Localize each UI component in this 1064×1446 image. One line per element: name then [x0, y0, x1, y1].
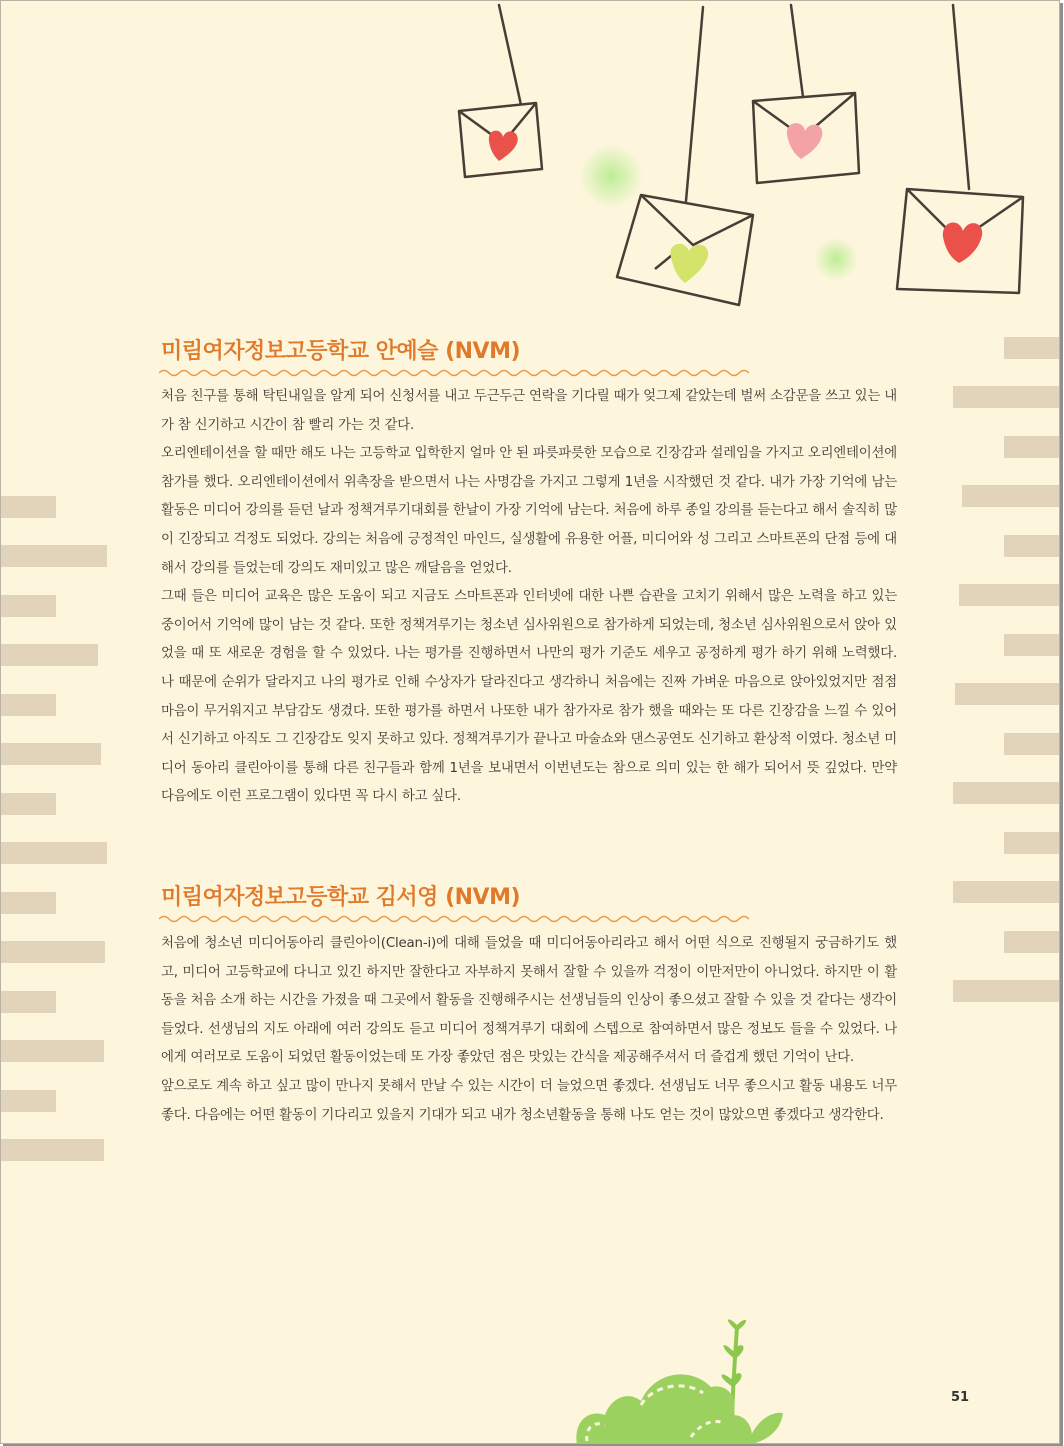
decorative-stripe	[953, 782, 1059, 804]
wavy-divider	[159, 368, 749, 378]
hanging-envelopes-illustration	[441, 1, 1041, 321]
decorative-stripe	[1, 1040, 104, 1062]
essay-paragraph: 오리엔테이션을 할 때만 해도 나는 고등학교 입학한지 얼마 안 된 파릇파릇한 모습으로 긴장감과 설레임을 가지고 오리엔테이션에 참가를 했다. 오리엔테이션에서 위촉장을 받으면서 나는 사명감을 가지고 그렇게 1년을 시작했던 것 같다. 내가 가장 기억에 남는 활동은 미디어 강의를 듣던 날과 정책겨루기대회를 한날이 가장 기억에 남는다. 처음에 하루 종일 강의를 듣는다고 해서 솔직히 많이 긴장되고 걱정도 되었다. 강의는 처음에 긍정적인 마인드, 실생활에 유용한 어플, 미디어와 성 그리고 스마트폰의 단점 등에 대해서 강의를 들었는데 강의도 재미있고 많은 깨달음을 얻었다.	[161, 446, 897, 576]
decorative-stripe	[1, 595, 56, 617]
decorative-stripe	[1004, 733, 1059, 755]
decorative-stripe	[953, 980, 1059, 1002]
decorative-stripe	[1004, 931, 1059, 953]
decorative-stripe	[1, 496, 56, 518]
decorative-stripe	[1004, 337, 1059, 359]
section-title: 미림여자정보고등학교 김서영 (NVM)	[161, 885, 521, 910]
sprout-plant-illustration	[571, 1317, 791, 1444]
essay-body	[161, 383, 897, 812]
decorative-stripe	[1, 545, 107, 567]
decorative-stripe	[1, 644, 98, 666]
essay-paragraph: 앞으로도 계속 하고 싶고 많이 만나지 못해서 만날 수 있는 시간이 더 늘었으면 좋겠다. 선생님도 너무 좋으시고 활동 내용도 너무 좋다. 다음에는 어떤 활동이 기다리고 있을지 기대가 되고 내가 청소년활동을 통해 나도 얻는 것이 많았으면 좋겠다고 생각한다.	[161, 1078, 897, 1123]
envelope-icon	[753, 93, 859, 183]
essay-paragraph: 그때 들은 미디어 교육은 많은 도움이 되고 지금도 스마트폰과 인터넷에 대한 나쁜 습관을 고치기 위해서 많은 노력을 하고 있는 중이어서 기억에 많이 남는 것 같다. 또한 정책겨루기는 청소년 심사위원으로 참가하게 되었는데, 청소년 심사위원으로서 앉아 있었을 때 또 새로운 경험을 할 수 있었다. 나는 평가를 진행하면서 나만의 평가 기준도 세우고 공정하게 평가 하기 위해 노력했다. 나 때문에 순위가 달라지고 나의 평가로 인해 수상자가 달라진다고 생각하니 처음에는 진짜 가벼운 마음으로 앉아있었지만 점점 마음이 무거워지고 부담감도 생겼다. 또한 평가를 하면서 나또한 내가 참가자로 참가 했을 때와는 또 다른 긴장감을 느낄 수 있어서 신기하고 아직도 그 긴장감도 잊지 못하고 있다. 정책겨루기가 끝나고 마술쇼와 댄스공연도 신기하고 환상적 이였다. 청소년 미디어 동아리 클린아이를 통해 다른 친구들과 함께 1년을 보내면서 이번년도는 참으로 의미 있는 한 해가 되어서 뜻 깊었다. 만약 다음에도 이런 프로그램이 있다면 꼭 다시 하고 싶다.	[161, 589, 897, 805]
decorative-stripe	[1004, 634, 1059, 656]
page-number: 51	[951, 1390, 970, 1405]
section-title: 미림여자정보고등학교 안예슬 (NVM)	[161, 339, 521, 364]
decorative-stripe	[1, 892, 56, 914]
envelope-icon	[897, 189, 1023, 293]
decorative-stripe	[1, 941, 105, 963]
decorative-stripe	[1, 842, 107, 864]
envelope-icon	[617, 195, 753, 305]
decorative-stripe	[1, 694, 56, 716]
essay-paragraph: 처음 친구를 통해 탁틴내일을 알게 되어 신청서를 내고 두근두근 연락을 기다릴 때가 엊그제 같았는데 벌써 소감문을 쓰고 있는 내가 참 신기하고 시간이 참 빨리 가는 것 같다.	[161, 389, 897, 433]
decorative-stripe	[955, 683, 1059, 705]
decorative-stripe	[1, 1139, 104, 1161]
wavy-divider	[159, 914, 749, 924]
decorative-stripe	[1004, 535, 1059, 557]
decorative-stripe	[1, 1090, 56, 1112]
decorative-stripe	[1004, 832, 1059, 854]
decorative-stripe	[1, 793, 56, 815]
decorative-stripe	[962, 485, 1059, 507]
essay-body	[161, 930, 897, 1130]
decorative-stripe	[959, 584, 1059, 606]
decorative-stripe	[1004, 436, 1059, 458]
essay-paragraph: 처음에 청소년 미디어동아리 클린아이(Clean-i)에 대해 들었을 때 미디어동아리라고 해서 어떤 식으로 진행될지 궁금하기도 했고, 미디어 고등학교에 다니고 있긴 하지만 잘한다고 자부하지 못해서 잘할 수 있을까 걱정이 이만저만이 아니었다. 하지만 이 활동을 처음 소개 하는 시간을 가졌을 때 그곳에서 활동을 진행해주시는 선생님들의 인상이 좋으셨고 잘할 수 있을 것 같다는 생각이 들었다. 선생님의 지도 아래에 여러 강의도 듣고 미디어 정책겨루기 대회에 스텝으로 참여하면서 많은 정보도 들을 수 있었다. 나에게 여러모로 도움이 되었던 활동이었는데 또 가장 좋았던 점은 맛있는 간식을 제공해주셔서 더 즐겁게 했던 기억이 난다.	[161, 936, 897, 1066]
decorative-stripe	[953, 386, 1059, 408]
decorative-stripe	[1, 991, 56, 1013]
envelope-icon	[459, 103, 542, 177]
decorative-stripe	[1, 743, 101, 765]
decorative-stripe	[953, 881, 1059, 903]
